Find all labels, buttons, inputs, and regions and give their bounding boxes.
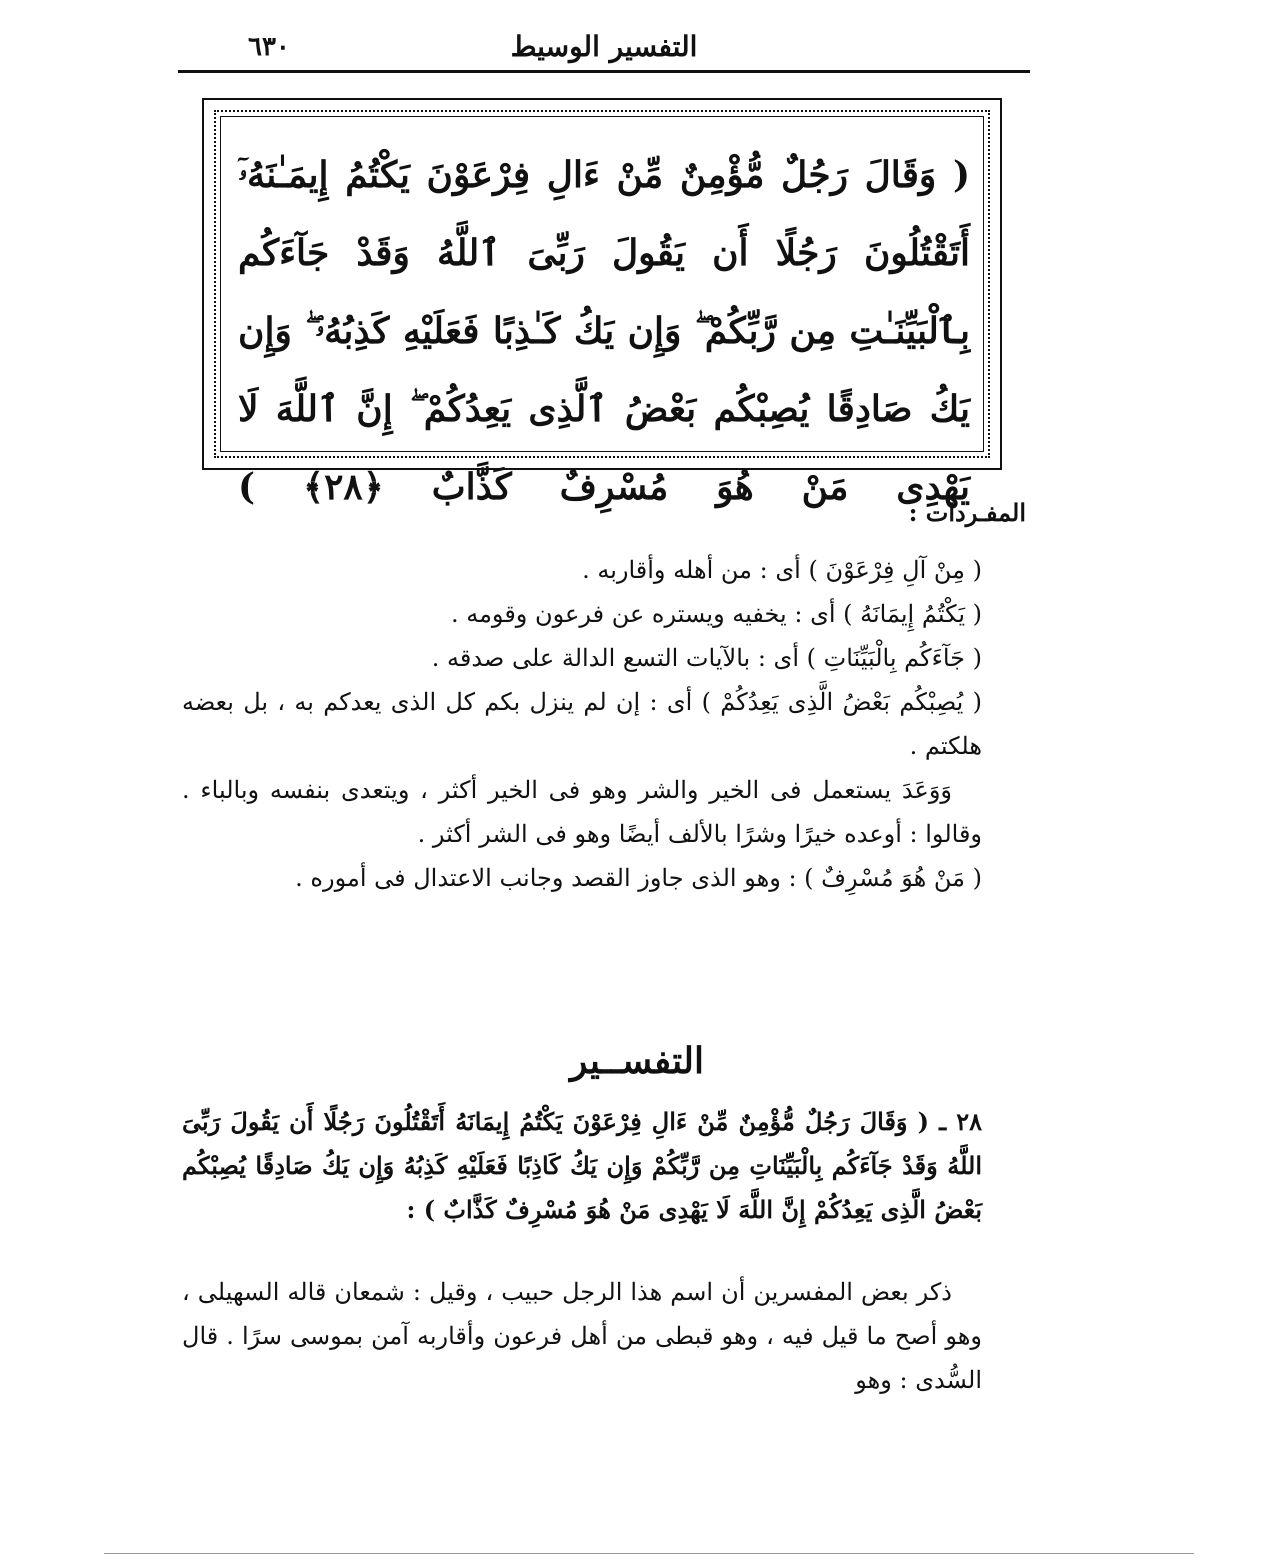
vocabulary-note: وَوَعَدَ يستعمل فى الخير والشر وهو فى الخير أكثر ، ويتعدى بنفسه وبالباء . وقالوا : أوعده خيرًا وشرًا بالألف أيضًا وهو فى الشر أكثر .: [182, 776, 982, 848]
vocabulary-item: ( مِنْ آلِ فِرْعَوْنَ ) أى : من أهله وأقاربه .: [582, 556, 982, 584]
tafsir-verse: ٢٨ ـ ( وَقَالَ رَجُلٌ مُّؤْمِنٌ مِّنْ ءَالِ فِرْعَوْنَ يَكْتُمُ إِيمَانَهُ أَتَقْتُلُونَ رَجُلًا أَن يَقُولَ رَبِّىَ اللَّهُ وَقَدْ جَآءَكُم بِالْبَيِّنَاتِ مِن رَّبِّكُمْ وَإِن يَكُ كَاذِبًا فَعَلَيْهِ كَذِبُهُ وَإِن يَكُ صَادِقًا يُصِبْكُم بَعْضُ الَّذِى يَعِدُكُمْ إِنَّ اللَّهَ لَا يَهْدِى مَنْ هُوَ مُسْرِفٌ كَذَّابٌ ) :: [182, 1107, 983, 1224]
vocabulary-item: ( يُصِبْكُم بَعْضُ الَّذِى يَعِدُكُمْ ) أى : إن لم ينزل بكم كل الذى يعدكم به ، بل بعضه هلكتم .: [182, 688, 982, 760]
verse-frame: [202, 98, 1002, 508]
verse-text: ( وَقَالَ رَجُلٌ مُّؤْمِنٌ مِّنْ ءَالِ فِرْعَوْنَ يَكْتُمُ إِيمَـٰنَهُۥٓ أَتَقْتُلُونَ رَجُلًا أَن يَقُولَ رَبِّىَ ٱللَّهُ وَقَدْ جَآءَكُم بِٱلْبَيِّنَـٰتِ مِن رَّبِّكُمْ ۖ وَإِن يَكُ كَـٰذِبًا فَعَلَيْهِ كَذِبُهُۥ ۖ وَإِن يَكُ صَادِقًا يُصِبْكُم بَعْضُ ٱلَّذِى يَعِدُكُمْ ۖ إِنَّ ٱللَّهَ لَا يَهْدِى مَنْ هُوَ مُسْرِفٌ كَذَّابٌ ﴿٢٨﴾ ): [238, 154, 970, 508]
vocabulary-heading: المفـردات :: [908, 498, 1026, 527]
vocabulary-item: ( جَآءَكُم بِالْبَيِّنَاتِ ) أى : بالآيات التسع الدالة على صدقه .: [431, 644, 982, 672]
vocabulary-item: ( يَكْتُمُ إِيمَانَهُ ) أى : يخفيه ويستره عن فرعون وقومه .: [450, 600, 982, 628]
page-header: [178, 28, 1030, 73]
vocabulary-note: ( مَنْ هُوَ مُسْرِفٌ ) : وهو الذى جاوز القصد وجانب الاعتدال فى أموره .: [295, 864, 982, 892]
tafsir-paragraph: ذكر بعض المفسرين أن اسم هذا الرجل حبيب ، وقيل : شمعان قاله السهيلى ، وهو أصح ما قيل فيه ، وهو قبطى من أهل فرعون وأقاربه آمن بموسى سرًا . قال السُّدى : وهو: [182, 1278, 982, 1394]
tafsir-heading: التفســير: [570, 1040, 704, 1082]
page-number: ٦٣٠: [248, 32, 290, 62]
vocabulary-list: [182, 548, 982, 900]
running-title: التفسير الوسيط: [510, 30, 698, 63]
bottom-rule: [104, 1553, 1194, 1554]
